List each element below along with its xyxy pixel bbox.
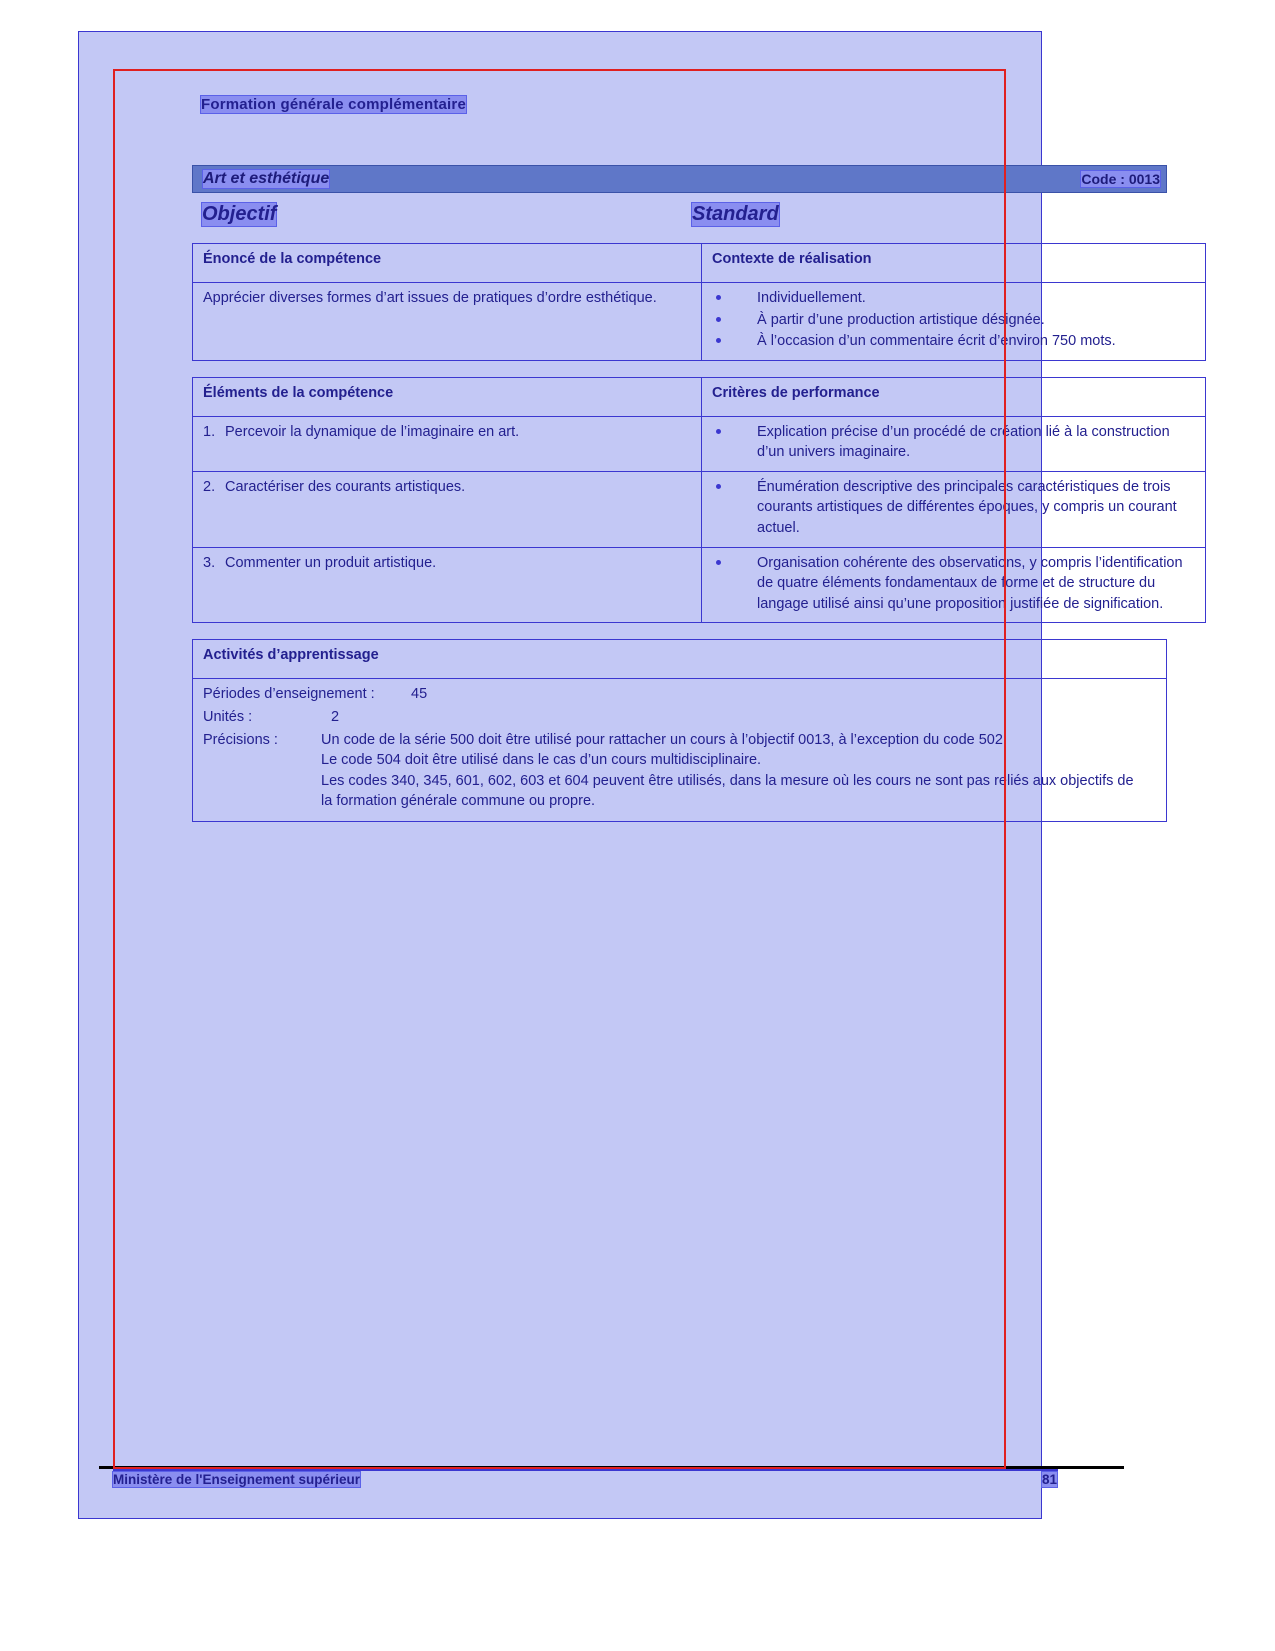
footer-page-number: 81	[1042, 1472, 1058, 1487]
bullet-icon	[716, 484, 721, 489]
element-number: 2.	[203, 478, 216, 495]
element-label: Percevoir la dynamique de l’imaginaire en art.	[225, 423, 520, 440]
list-item-label: À l’occasion d’un commentaire écrit d’environ 750 mots.	[757, 333, 1116, 350]
competency-table	[192, 243, 1206, 361]
bullet-icon	[716, 317, 721, 322]
document-content	[192, 96, 1183, 838]
element-item	[203, 553, 693, 574]
periods-label: Périodes d’enseignement :	[203, 686, 375, 703]
bullet-icon	[716, 560, 721, 565]
list-item	[712, 422, 1197, 463]
footer-rule-secondary	[113, 1469, 1058, 1471]
competency-statement-header: Énoncé de la compétence	[193, 244, 702, 283]
elements-table	[192, 377, 1206, 624]
list-item	[712, 477, 1197, 539]
list-item-label: À partir d’une production artistique désignée.	[757, 311, 1045, 328]
list-item	[712, 310, 1197, 331]
precisions-item: Un code de la série 500 doit être utilisé pour rattacher un cours à l’objectif 0013, à l’exception du code 502.	[321, 731, 1007, 748]
activities-header: Activités d’apprentissage	[193, 640, 1167, 679]
column-header-standard: Standard	[692, 203, 779, 225]
units-line	[203, 707, 1158, 728]
table-row	[193, 377, 1206, 416]
criteria-cell	[702, 471, 1206, 547]
table-row	[193, 416, 1206, 471]
list-item-label: Énumération descriptive des principales caractéristiques de trois courants artistiques de différentes époques, y compris un courant actuel.	[757, 478, 1177, 537]
element-cell	[193, 471, 702, 547]
element-label: Caractériser des courants artistiques.	[225, 478, 466, 495]
competency-statement: Apprécier diverses formes d’art issues de pratiques d’ordre esthétique.	[193, 283, 702, 361]
precisions-body	[321, 730, 1141, 812]
footer-ministry: Ministère de l'Enseignement supérieur	[113, 1472, 361, 1487]
criteria-cell	[702, 416, 1206, 471]
table-row	[193, 471, 1206, 547]
precisions-label: Précisions :	[203, 731, 278, 748]
competency-context-list	[702, 283, 1206, 361]
course-title-bar	[192, 165, 1167, 193]
course-code-value: 0013	[1128, 171, 1160, 187]
element-number: 1.	[203, 423, 216, 440]
table-row	[193, 244, 1206, 283]
table-row	[193, 547, 1206, 623]
column-header-objectif: Objectif	[202, 203, 277, 225]
list-item	[712, 288, 1197, 309]
element-item	[203, 422, 693, 443]
list-item-label: Explication précise d’un procédé de création lié à la construction d’un univers imaginaire.	[757, 423, 1170, 461]
precisions-item: Le code 504 doit être utilisé dans le cas d’un cours multidisciplinaire.	[321, 752, 762, 769]
element-number: 3.	[203, 554, 216, 571]
list-item-label: Organisation cohérente des observations, y compris l’identification de quatre éléments fondamentaux de forme et de structure du langage utilisé ainsi qu’une proposition justifiée de signification.	[757, 554, 1183, 612]
bullet-icon	[716, 429, 721, 434]
element-item	[203, 477, 693, 498]
element-cell	[193, 416, 702, 471]
objectif-standard-row	[192, 203, 1167, 243]
activities-table	[192, 639, 1167, 821]
section-header: Formation générale complémentaire	[201, 96, 467, 113]
periods-line	[203, 684, 1158, 705]
competency-context-header: Contexte de réalisation	[702, 244, 1206, 283]
table-row	[193, 679, 1167, 821]
periods-value: 45	[411, 686, 428, 703]
elements-header: Éléments de la compétence	[193, 377, 702, 416]
activities-body	[193, 679, 1167, 821]
list-item	[712, 553, 1197, 615]
criteria-header: Critères de performance	[702, 377, 1206, 416]
list-item-label: Individuellement.	[757, 290, 866, 306]
list-item	[712, 331, 1197, 352]
bullet-icon	[716, 295, 721, 300]
element-cell	[193, 547, 702, 623]
units-value: 2	[331, 708, 340, 725]
bullet-icon	[716, 338, 721, 343]
element-label: Commenter un produit artistique.	[225, 554, 437, 571]
precisions-item: Les codes 340, 345, 601, 602, 603 et 604 peuvent être utilisés, dans la mesure où les cours ne sont pas reliés aux objectifs de la formation générale commune ou propre.	[321, 772, 1134, 810]
precisions-line	[203, 730, 1158, 812]
criteria-cell	[702, 547, 1206, 623]
table-row	[193, 283, 1206, 361]
table-row	[193, 640, 1167, 679]
course-title: Art et esthétique	[203, 170, 330, 187]
course-code	[1081, 171, 1160, 187]
course-code-label: Code :	[1081, 171, 1125, 187]
units-label: Unités :	[203, 708, 253, 725]
